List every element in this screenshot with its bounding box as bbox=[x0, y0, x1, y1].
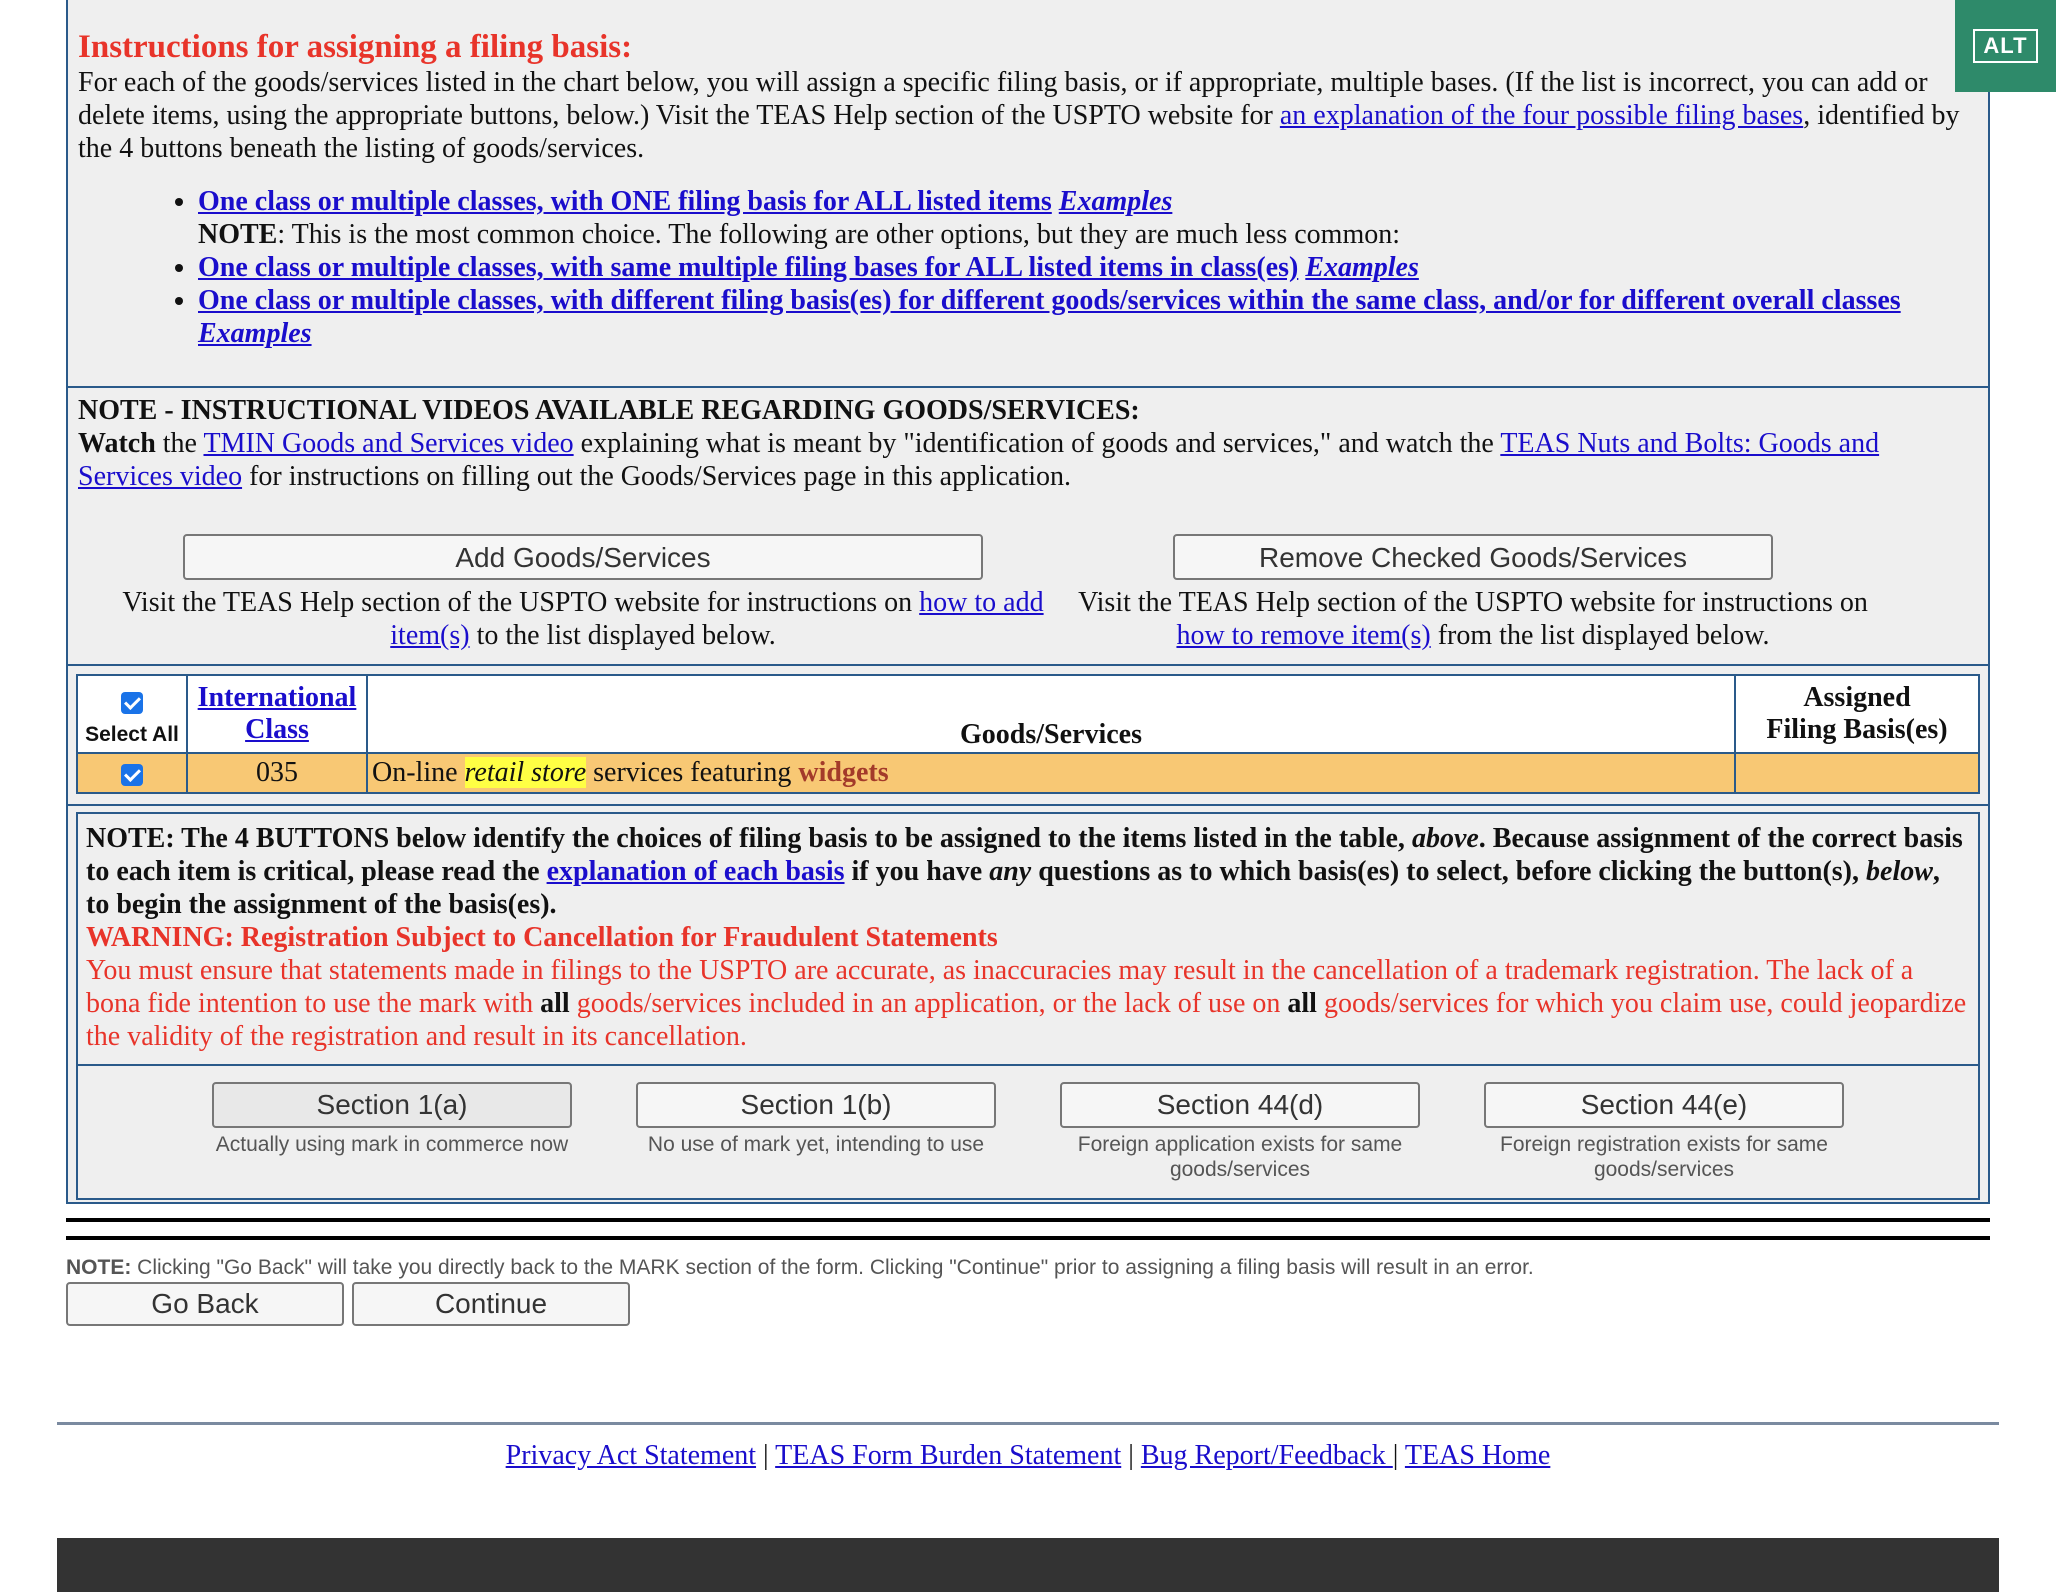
tmin-video-link[interactable]: TMIN Goods and Services video bbox=[203, 428, 574, 459]
table-header-row bbox=[77, 675, 1979, 753]
remove-checked-goods-button[interactable]: Remove Checked Goods/Services bbox=[1173, 534, 1773, 580]
remove-goods-help: Visit the TEAS Help section of the USPTO website for instructions on how to remove item(s) from the list displayed below. bbox=[1078, 587, 1868, 651]
option-one-basis-link[interactable]: One class or multiple classes, with ONE filing basis for ALL listed items bbox=[198, 186, 1052, 217]
international-class-header bbox=[187, 675, 367, 753]
alt-icon: ALT bbox=[1973, 29, 2037, 63]
row-checkbox[interactable] bbox=[121, 764, 143, 786]
footer-divider bbox=[57, 1422, 1999, 1425]
how-to-add-items-link[interactable]: how to add item(s) bbox=[390, 587, 1044, 651]
form-burden-link[interactable]: TEAS Form Burden Statement bbox=[775, 1440, 1122, 1471]
row-assigned-basis bbox=[1735, 753, 1979, 793]
filing-basis-box bbox=[76, 812, 1980, 1200]
continue-button[interactable]: Continue bbox=[352, 1282, 630, 1326]
add-goods-services-button[interactable]: Add Goods/Services bbox=[183, 534, 983, 580]
assigned-basis-header: Assigned Filing Basis(es) bbox=[1735, 675, 1979, 753]
option-same-multiple-bases-examples-link[interactable]: Examples bbox=[1305, 252, 1419, 283]
how-to-remove-items-link[interactable]: how to remove item(s) bbox=[1176, 620, 1431, 651]
section-1a-description: Actually using mark in commerce now bbox=[215, 1133, 569, 1156]
section-44d-button[interactable]: Section 44(d) bbox=[1060, 1082, 1420, 1128]
basis-section-1a bbox=[212, 1082, 572, 1157]
option-one-basis bbox=[198, 185, 1978, 218]
option-different-bases-link[interactable]: One class or multiple classes, with different filing basis(es) for different goods/services within the same class, and/or for different overall classes bbox=[198, 285, 1901, 316]
option-different-bases-examples-link[interactable]: Examples bbox=[198, 318, 312, 349]
section-44e-button[interactable]: Section 44(e) bbox=[1484, 1082, 1844, 1128]
select-all-header: Select All bbox=[77, 675, 187, 753]
divider-bottom bbox=[66, 1236, 1990, 1240]
filing-basis-note bbox=[78, 814, 1978, 1066]
add-goods-help: Visit the TEAS Help section of the USPTO website for instructions on how to add item(s) to the list displayed below. bbox=[122, 587, 1044, 651]
section-1b-button[interactable]: Section 1(b) bbox=[636, 1082, 996, 1128]
basis-section-1b bbox=[636, 1082, 996, 1157]
nuts-bolts-video-link[interactable]: TEAS Nuts and Bolts: Goods and Services video bbox=[78, 428, 1880, 492]
bug-report-link[interactable]: Bug Report/Feedback bbox=[1140, 1440, 1393, 1471]
warning-text: You must ensure that statements made in filings to the USPTO are accurate, as inaccuracies may result in the cancellation of a trademark registration. The lack of a bona fide intention to use the mark with all goods/services included in an application, or the lack of use on all goods/services for which you claim use, could jeopardize the validity of the registration and result in its cancellation. bbox=[86, 955, 1967, 1052]
filing-bases-explanation-link[interactable]: an explanation of the four possible filing bases bbox=[1279, 100, 1804, 131]
row-checkbox-cell bbox=[77, 753, 187, 793]
basis-section-44d bbox=[1060, 1082, 1420, 1182]
section-44d-description: Foreign application exists for same goods/services bbox=[1077, 1133, 1403, 1181]
footer-bar bbox=[57, 1538, 1999, 1592]
explanation-of-each-basis-link[interactable]: explanation of each basis bbox=[546, 856, 845, 887]
section-1b-description: No use of mark yet, intending to use bbox=[647, 1133, 985, 1156]
warning-title: WARNING: Registration Subject to Cancellation for Fraudulent Statements bbox=[86, 922, 998, 953]
privacy-act-link[interactable]: Privacy Act Statement bbox=[505, 1440, 757, 1471]
add-goods-column bbox=[118, 534, 1048, 652]
footer-links: Privacy Act Statement | TEAS Form Burden Statement | Bug Report/Feedback | TEAS Home bbox=[505, 1440, 1551, 1471]
go-back-button[interactable]: Go Back bbox=[66, 1282, 344, 1326]
remove-goods-column bbox=[1058, 534, 1888, 652]
videos-heading: NOTE - INSTRUCTIONAL VIDEOS AVAILABLE REGARDING GOODS/SERVICES: bbox=[78, 395, 1140, 426]
option-same-multiple-bases bbox=[198, 251, 1978, 284]
option-different-bases bbox=[198, 284, 1978, 350]
basis-buttons-row bbox=[78, 1066, 1978, 1200]
filing-basis-panel bbox=[66, 806, 1990, 1204]
teas-home-link[interactable]: TEAS Home bbox=[1404, 1440, 1551, 1471]
videos-panel bbox=[66, 388, 1990, 666]
section-44e-description: Foreign registration exists for same goods/services bbox=[1500, 1133, 1828, 1181]
select-all-checkbox[interactable] bbox=[121, 692, 143, 714]
international-class-link[interactable]: International Class bbox=[197, 682, 357, 745]
goods-services-header: Goods/Services bbox=[367, 675, 1735, 753]
goods-services-table bbox=[76, 674, 1980, 794]
option-one-basis-examples-link[interactable]: Examples bbox=[1058, 186, 1173, 217]
videos-paragraph: Watch the TMIN Goods and Services video explaining what is meant by "identification of goods and services," and watch the TEAS Nuts and Bolts: Goods and Services video for instructions on filling out the Goods/Services page in this application. bbox=[78, 428, 1880, 492]
instructions-panel bbox=[66, 0, 1990, 388]
option-same-multiple-bases-link[interactable]: One class or multiple classes, with same multiple filing bases for ALL listed items in class(es) bbox=[198, 252, 1299, 283]
basis-note-text: NOTE: The 4 BUTTONS below identify the choices of filing basis to be assigned to the items listed in the table, above. Because assignment of the correct basis to each item is critical, please read the explanation of each basis if you have any questions as to which basis(es) to select, before clicking the button(s), below, to begin the assignment of the basis(es). bbox=[86, 823, 1963, 920]
table-row bbox=[77, 753, 1979, 793]
goods-table-panel bbox=[66, 666, 1990, 806]
row-goods-description: On-line retail store services featuring widgets bbox=[367, 753, 1735, 793]
filing-option-list bbox=[78, 185, 1978, 350]
divider-top bbox=[66, 1218, 1990, 1222]
alt-badge[interactable] bbox=[1955, 0, 2056, 92]
instructions-heading: Instructions for assigning a filing basis: bbox=[78, 29, 633, 65]
instructions-paragraph: For each of the goods/services listed in the chart below, you will assign a specific filing basis, or if appropriate, multiple bases. (If the list is incorrect, you can add or delete items, using the appropriate buttons, below.) Visit the TEAS Help section of the USPTO website for an explanation of the four possible filing bases, identified by the 4 buttons beneath the listing of goods/services. bbox=[78, 67, 1960, 164]
row-class: 035 bbox=[187, 753, 367, 793]
section-1a-button[interactable]: Section 1(a) bbox=[212, 1082, 572, 1128]
common-choice-note: NOTE: This is the most common choice. The following are other options, but they are much less common: bbox=[198, 219, 1401, 250]
basis-section-44e bbox=[1484, 1082, 1844, 1182]
navigation-note: NOTE: Clicking "Go Back" will take you directly back to the MARK section of the form. Clicking "Continue" prior to assigning a filing basis will result in an error. bbox=[66, 1256, 1534, 1279]
